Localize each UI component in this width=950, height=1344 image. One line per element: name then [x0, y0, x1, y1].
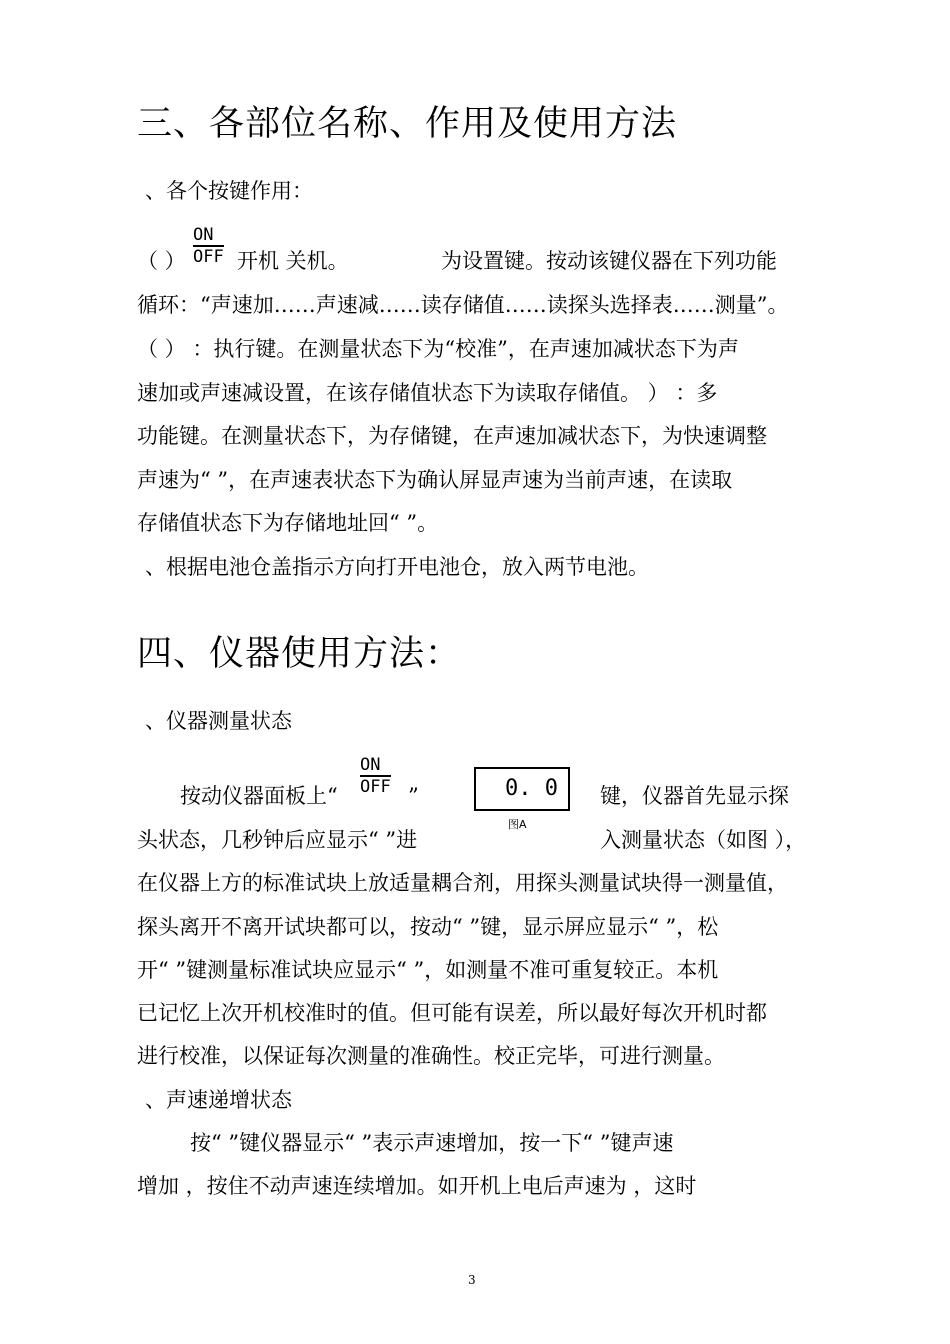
text-line: 声速为“ ”，在声速表状态下为确认屏显声速为当前声速，在读取	[137, 468, 733, 492]
lcd-display: 0. 0	[474, 767, 570, 811]
text-line: （ ） ：执行键。在测量状态下为“校准”，在声速加减状态下为声	[137, 337, 739, 361]
page-number: 3	[468, 1273, 476, 1287]
text-line: 进行校准，以保证每次测量的准确性。校正完毕，可进行测量。	[137, 1044, 725, 1068]
text-line: 、声速递增状态	[145, 1088, 292, 1112]
on-label: ON	[193, 227, 224, 247]
off-label: OFF	[360, 777, 391, 797]
text-line: （ ）	[137, 249, 186, 273]
on-off-key-symbol	[360, 757, 391, 796]
text-line: 按动仪器面板上“	[180, 784, 338, 808]
text-line: 探头离开不离开试块都可以，按动“ ”键，显示屏应显示“ ”，松	[137, 915, 719, 939]
text-line: 入测量状态（如图 ），	[600, 828, 807, 852]
text-line: 、仪器测量状态	[145, 709, 292, 733]
text-line: 为设置键。按动该键仪器在下列功能	[441, 249, 777, 273]
text-line: 速加或声速减设置，在该存储值状态下为读取存储值。 ） ：多	[137, 381, 718, 405]
text-line: 开机 关机。	[237, 249, 349, 273]
text-line: 已记忆上次开机校准时的值。但可能有误差，所以最好每次开机时都	[137, 1001, 767, 1025]
off-label: OFF	[193, 247, 224, 267]
on-label: ON	[360, 757, 391, 777]
text-line: ”	[408, 784, 419, 808]
text-line: 增加 ，按住不动声速连续增加。如开机上电后声速为 ，这时	[137, 1174, 697, 1198]
section-heading-3: 三、各部位名称、作用及使用方法	[137, 104, 678, 144]
figure-label: 图A	[508, 818, 527, 831]
text-line: 在仪器上方的标准试块上放适量耦合剂，用探头测量试块得一测量值，	[137, 871, 788, 895]
text-line: 键，仪器首先显示探	[600, 784, 789, 808]
text-line: 功能键。在测量状态下，为存储键，在声速加减状态下，为快速调整	[137, 424, 767, 448]
text-line: 循环：“声速加……声速减……读存储值……读探头选择表……测量”。	[137, 293, 789, 317]
section-heading-4: 四、仪器使用方法：	[137, 634, 462, 674]
text-line: 开“ ”键测量标准试块应显示“ ”，如测量不准可重复较正。本机	[137, 958, 719, 982]
text-line: 、根据电池仓盖指示方向打开电池仓，放入两节电池。	[145, 555, 649, 579]
text-line: 按“ ”键仪器显示“ ”表示声速增加，按一下“ ”键声速	[190, 1131, 674, 1155]
text-line: 存储值状态下为存储地址回“ ”。	[137, 511, 439, 535]
on-off-key-symbol	[193, 227, 224, 266]
text-line: 、各个按键作用：	[145, 179, 313, 203]
text-line: 头状态，几秒钟后应显示“ ”进	[137, 828, 418, 852]
